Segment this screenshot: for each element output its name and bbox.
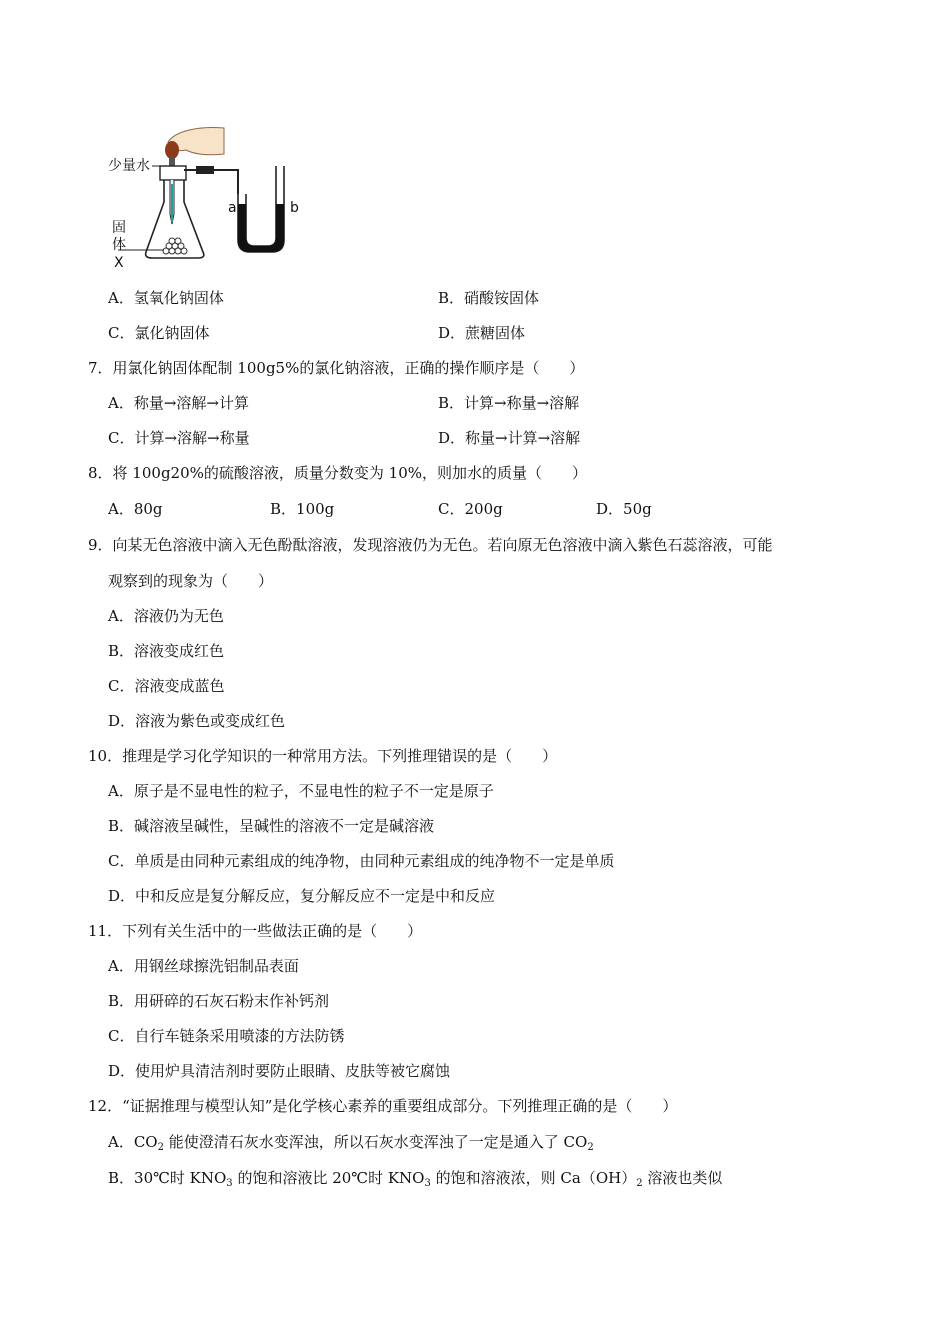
label-solid-3: X	[114, 255, 124, 271]
solid-x	[163, 238, 187, 254]
q12-option-a	[108, 1132, 594, 1152]
q9-stem-line1: 9．向某无色溶液中滴入无色酚酞溶液，发现溶液仍为无色。若向原无色溶液中滴入紫色石蕊溶液，可能	[88, 536, 773, 554]
q12-stem: 12．“证据推理与模型认知”是化学核心素养的重要组成部分。下列推理正确的是（ ）	[88, 1097, 678, 1115]
q8-option-d: D．50g	[596, 500, 652, 518]
flask-u-tube-diagram	[106, 124, 306, 274]
q12-option-b	[108, 1168, 722, 1188]
q12-a-text-2: 能使澄清石灰水变浑浊，所以石灰水变浑浊了一定是通入了 CO	[163, 1133, 588, 1151]
q10-stem: 10．推理是学习化学知识的一种常用方法。下列推理错误的是（ ）	[88, 747, 558, 765]
q6-option-b: B．硝酸铵固体	[438, 289, 540, 307]
label-solid-2: 体	[112, 237, 126, 253]
q9-stem-line2: 观察到的现象为（ ）	[108, 572, 274, 590]
q7-option-d: D．称量→计算→溶解	[438, 429, 581, 447]
q9-option-a: A．溶液仍为无色	[108, 607, 224, 625]
rubber-connector	[196, 166, 214, 174]
label-water: 少量水	[108, 158, 150, 174]
q8-option-a: A．80g	[108, 500, 163, 518]
q8-option-b: B．100g	[270, 500, 335, 518]
q9-option-c: C．溶液变成蓝色	[108, 677, 225, 695]
q12-b-sub-3: 2	[636, 1178, 643, 1189]
label-b: b	[290, 200, 299, 216]
q7-option-b: B．计算→称量→溶解	[438, 394, 580, 412]
q12-b-text-1: B．30℃时 KNO	[108, 1169, 227, 1187]
q12-a-sub-1: 2	[157, 1142, 164, 1153]
q10-option-a: A．原子是不显电性的粒子，不显电性的粒子不一定是原子	[108, 782, 494, 800]
q9-option-b: B．溶液变成红色	[108, 642, 225, 660]
q6-option-a: A．氢氧化钠固体	[108, 289, 224, 307]
dropper-bulb	[165, 141, 179, 159]
q10-option-b: B．碱溶液呈碱性，呈碱性的溶液不一定是碱溶液	[108, 817, 435, 835]
q12-a-sub-2: 2	[587, 1142, 594, 1153]
q8-stem: 8．将 100g20%的硫酸溶液，质量分数变为 10%，则加水的质量（ ）	[88, 464, 587, 482]
q7-stem: 7．用氯化钠固体配制 100g5%的氯化钠溶液，正确的操作顺序是（ ）	[88, 359, 585, 377]
q12-b-text-4: 溶液也类似	[642, 1169, 723, 1187]
apparatus-figure	[106, 124, 306, 274]
q10-option-c: C．单质是由同种元素组成的纯净物，由同种元素组成的纯净物不一定是单质	[108, 852, 615, 870]
q12-b-sub-1: 3	[226, 1178, 233, 1189]
q6-option-d: D．蔗糖固体	[438, 324, 526, 342]
q11-stem: 11．下列有关生活中的一些做法正确的是（ ）	[88, 922, 423, 940]
q7-option-a: A．称量→溶解→计算	[108, 394, 249, 412]
q11-option-c: C．自行车链条采用喷漆的方法防锈	[108, 1027, 345, 1045]
label-a: a	[228, 200, 237, 216]
q11-option-a: A．用钢丝球擦洗铝制品表面	[108, 957, 299, 975]
q12-b-sub-2: 3	[424, 1178, 431, 1189]
q12-b-text-3: 的饱和溶液浓，则 Ca（OH）	[430, 1169, 637, 1187]
q9-option-d: D．溶液为紫色或变成红色	[108, 712, 286, 730]
q12-b-text-2: 的饱和溶液比 20℃时 KNO	[232, 1169, 425, 1187]
stopper	[160, 166, 186, 180]
q10-option-d: D．中和反应是复分解反应，复分解反应不一定是中和反应	[108, 887, 496, 905]
q11-option-d: D．使用炉具清洁剂时要防止眼睛、皮肤等被它腐蚀	[108, 1062, 451, 1080]
q7-option-c: C．计算→溶解→称量	[108, 429, 250, 447]
q6-option-c: C．氯化钠固体	[108, 324, 210, 342]
q11-option-b: B．用研碎的石灰石粉末作补钙剂	[108, 992, 330, 1010]
label-solid-1: 固	[112, 220, 126, 236]
q8-option-c: C．200g	[438, 500, 503, 518]
q12-a-text-1: A．CO	[108, 1133, 158, 1151]
